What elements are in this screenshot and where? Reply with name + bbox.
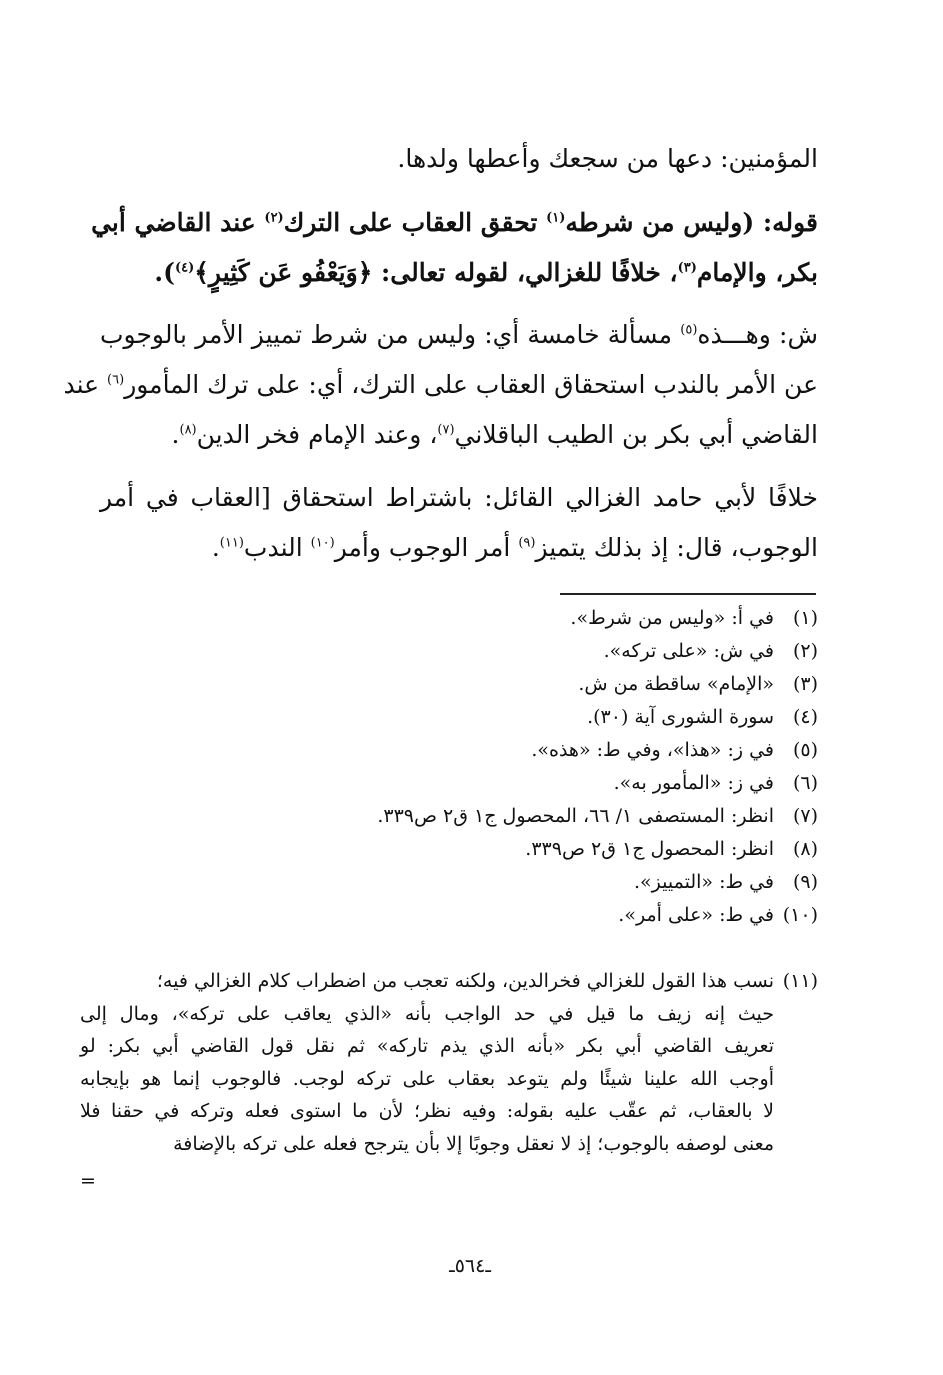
footnote-line [80, 965, 818, 998]
text-run: أمر الوجوب وأمر [334, 533, 519, 562]
footnote-text: انظر: المستصفى ١/ ٦٦، المحصول ج١ ق٢ ص٣٣٩. [377, 805, 774, 827]
footnote-number: (١١) [782, 970, 818, 992]
text-run: عن الأمر بالندب استحقاق العقاب على الترك، أي: على ترك المأمور [124, 370, 818, 399]
footnote-number: (٩) [792, 871, 818, 893]
text-line: خلافًا لأبي حامد الغزالي القائل: باشتراط استحقاق [العقاب في أمر [100, 483, 818, 512]
footnote-number: (٨) [792, 838, 818, 860]
text-run: ، وعند الإمام فخر الدين [196, 420, 438, 449]
page-number: ـ٥٦٤ـ [449, 1255, 491, 1277]
footnote-line: أوجب الله علينا شيئًا ولم يتوعد بعقاب على تركه لوجب. فالوجوب إنما هو بإيجابه [80, 1067, 774, 1090]
footnote-number: (٢) [792, 640, 818, 662]
footnote-ref: (٧) [437, 422, 455, 438]
footnote-ref: (٤) [174, 260, 195, 276]
footnote-text: في أ: «وليس من شرط». [570, 607, 774, 629]
footnote-text: سورة الشورى آية (٣٠). [587, 706, 774, 728]
paragraph-previous-end [100, 134, 818, 184]
footnote-number: (١) [792, 607, 818, 629]
footnote-line: لا بالعقاب، ثم عقّب عليه بقوله: وفيه نظر؛ لأن ما استوى فعله وتركه في حقنا فلا [80, 1100, 774, 1122]
text-line [100, 310, 818, 360]
footnote-text: في ط: «على أمر». [618, 904, 774, 926]
footnote-number: (٥) [792, 739, 818, 761]
footnote-ref: (٩) [518, 535, 536, 551]
text-run: تحقق العقاب على الترك [283, 208, 547, 237]
footnote [80, 899, 818, 932]
text-run: مسألة خامسة أي: وليس من شرط تمييز الأمر بالوجوب [100, 320, 681, 349]
text-run: قوله: (وليس من شرطه [565, 208, 818, 237]
footnote [80, 635, 818, 668]
continuation-mark: = [80, 1170, 96, 1192]
footnote [80, 767, 818, 800]
text-run: بكر، والإمام [696, 258, 818, 287]
text-run: . [211, 533, 220, 562]
footnote-separator [560, 593, 816, 595]
text-line [100, 410, 818, 460]
footnote-ref: (٥) [680, 322, 698, 338]
text-line [91, 198, 818, 248]
footnote-line: معنى لوصفه بالوجوب؛ إذ لا نعقل وجوبًا إلا بأن يترجح فعله على تركه بالإضافة [173, 1132, 774, 1155]
footnote-text: في ز: «هذا»، وفي ط: «هذه». [531, 739, 774, 761]
quoted-matn-paragraph [91, 198, 818, 298]
footnotes [80, 602, 818, 932]
footnote [80, 866, 818, 899]
footnote-text: نسب هذا القول للغزالي فخرالدين، ولكنه تعجب من اضطراب كلام الغزالي فيه؛ [156, 970, 774, 992]
footnote [80, 668, 818, 701]
footnote-ref: (٦) [107, 372, 125, 388]
text-run: الوجوب، قال: إذ بذلك يتميز [535, 533, 818, 562]
sharh-paragraph [63, 310, 818, 460]
footnote-text: «الإمام» ساقطة من ش. [578, 673, 774, 695]
text-run: ). [154, 258, 175, 287]
footnote-line: تعريف القاضي أبي بكر «بأنه الذي يذم تاركه» ثم نقل قول القاضي أبي بكر: لو [80, 1035, 774, 1057]
footnote-number: (١٠) [782, 904, 818, 926]
text-line [100, 248, 818, 298]
footnote [80, 602, 818, 635]
footnote-ref: (٢) [264, 210, 284, 226]
text-run: الندب [243, 533, 311, 562]
footnote-number: (٦) [792, 772, 818, 794]
text-run: عند [63, 370, 108, 399]
footnote-text: انظر: المحصول ج١ ق٢ ص٣٣٩. [525, 838, 774, 860]
footnote-text: في ش: «على تركه». [603, 640, 774, 662]
footnote-ref: (٨) [179, 422, 197, 438]
footnote [80, 701, 818, 734]
footnote-number: (٣) [792, 673, 818, 695]
footnote-number: (٧) [792, 805, 818, 827]
footnote [80, 734, 818, 767]
text-run: القاضي أبي بكر بن الطيب الباقلاني [454, 420, 818, 449]
text-line: المؤمنين: دعها من سجعك وأعطها ولدها. [397, 144, 818, 173]
text-run: عند القاضي أبي [91, 208, 265, 237]
footnote [80, 833, 818, 866]
footnote [80, 800, 818, 833]
text-run: . [171, 420, 180, 449]
footnote-ref: (٣) [677, 260, 697, 276]
footnote-text: في ط: «التمييز». [634, 871, 774, 893]
footnote-ref: (١) [546, 210, 566, 226]
text-run: ش: وهـــذه [697, 320, 818, 349]
footnote-line: حيث إنه زيف ما قيل في حد الواجب بأنه «الذي يعاقب على تركه»، ومال إلى [80, 1002, 774, 1025]
footnote-number: (٤) [792, 706, 818, 728]
khilaf-paragraph [100, 473, 818, 573]
footnote-ref: (١٠) [310, 535, 335, 551]
footnote-11 [80, 965, 818, 1160]
footnote-ref: (١١) [219, 535, 244, 551]
text-line [100, 523, 818, 573]
text-line [63, 360, 818, 410]
text-run: ، خلافًا للغزالي، لقوله تعالى: ﴿وَيَعْفُو عَن كَثِيرٍ﴾ [194, 258, 678, 287]
footnote-text: في ز: «المأمور به». [613, 772, 774, 794]
